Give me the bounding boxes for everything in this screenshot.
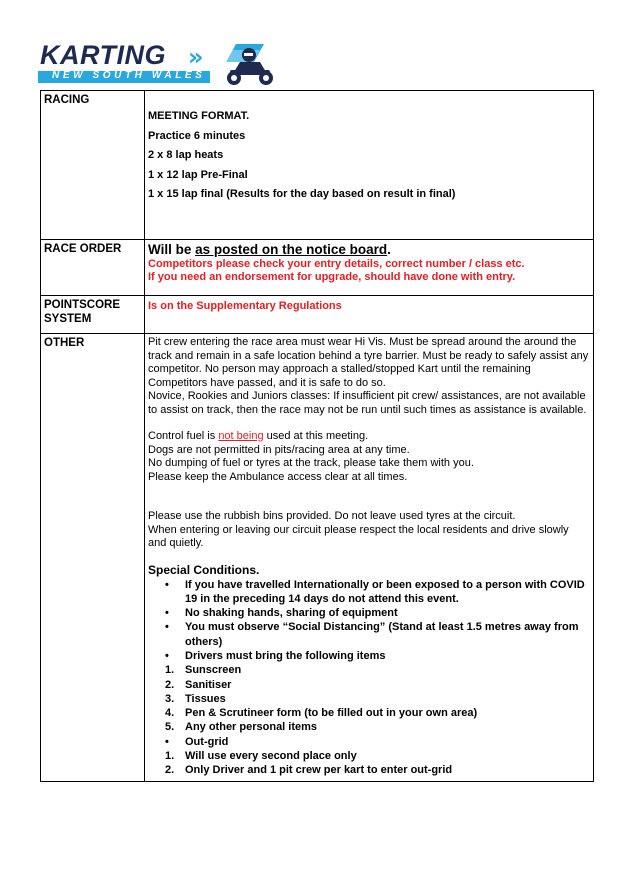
item-pen-form: Pen & Scrutineer form (to be filled out in your own area) [185,707,478,720]
racing-row [41,91,594,240]
number-marker: 4. [165,707,175,720]
event-info-table [40,90,594,782]
novice-text: Novice, Rookies and Juniors classes: If insufficient pit crew/ assistances, are not available to assist on track, then the race may not be run until such times as assistance is available. [148,390,587,416]
race-order-row [41,240,594,296]
residents-text: When entering or leaving our circuit please respect the local residents and drive slowly and quietly. [148,523,569,549]
race-order-heading [148,242,590,258]
social-distancing: You must observe “Social Distancing” (Stand at least 1.5 metres away from others) [185,621,579,648]
pit-crew-text: Pit crew entering the race area must wear Hi Vis. Must be spread around the around the track and remain in a safe location behind a tyre barrier. Must be ready to safely assist any competitor. No person may approach a stalled/stopped Kart until the remaining Competitors have passed, and it is safe to do so. [148,336,589,389]
pointscore-text: Is on the Supplementary Regulations [148,300,342,312]
every-second-place: Will use every second place only [185,750,357,763]
number-marker: 1. [165,664,175,677]
bullet-marker: • [165,735,169,748]
number-marker: 3. [165,692,175,705]
prefinal-line: 1 x 12 lap Pre-Final [148,168,248,181]
practice-line: Practice 6 minutes [148,129,246,142]
endorsement-notice: If you need an endorsement for upgrade, should have done with entry. [148,271,516,283]
fuel-prefix: Control fuel is [148,430,219,442]
bullet-marker: • [165,621,169,634]
fuel-not-being: not being [218,430,264,442]
covid-condition: If you have travelled Internationally or been exposed to a person with COVID 19 in the preceding 14 days do not attend this event. [185,578,585,605]
pointscore-content [145,296,594,334]
final-line: 1 x 15 lap final (Results for the day based on result in final) [148,188,456,200]
list-item [148,663,590,677]
meeting-format: MEETING FORMAT. [148,110,250,122]
bullet-marker: • [165,649,169,662]
number-marker: 1. [165,750,175,763]
list-item [148,578,590,607]
race-order-content [145,240,594,296]
other-row [41,334,594,782]
bullet-marker: • [165,578,169,591]
logo-title: KARTING [40,40,167,70]
item-sanitiser: Sanitiser [185,678,232,691]
list-item [148,763,590,777]
racing-label: RACING [41,91,145,240]
heading-suffix: . [387,242,391,257]
heats-line: 2 x 8 lap heats [148,149,224,161]
number-marker: 5. [165,721,175,734]
ambulance-text: Please keep the Ambulance access clear at all times. [148,470,408,483]
drivers-bring-items: Drivers must bring the following items [185,649,386,662]
driver-and-pit-crew: Only Driver and 1 pit crew per kart to enter out-grid [185,764,453,777]
other-label: OTHER [41,334,145,782]
kart-driver-icon [216,40,280,88]
logo-subtitle: NEW SOUTH WALES [52,70,206,81]
out-grid: Out-grid [185,735,229,748]
no-shaking-hands: No shaking hands, sharing of equipment [185,607,398,620]
check-entry-notice: Competitors please check your entry details, correct number / class etc. [148,258,525,270]
dumping-text: No dumping of fuel or tyres at the track, please take them with you. [148,457,474,469]
list-item [148,606,590,620]
list-item [148,749,590,763]
number-marker: 2. [165,678,175,691]
heading-prefix: Will be [148,242,196,257]
list-item [148,692,590,706]
rubbish-text: Please use the rubbish bins provided. Do not leave used tyres at the circuit. [148,510,516,522]
list-item [148,649,590,663]
bullet-marker: • [165,607,169,620]
karting-nsw-logo [38,40,288,90]
list-item [148,678,590,692]
race-order-label: RACE ORDER [41,240,145,296]
item-personal: Any other personal items [185,721,318,734]
racing-content [145,91,594,240]
item-sunscreen: Sunscreen [185,664,242,677]
other-content [145,334,594,782]
pointscore-row [41,296,594,334]
notice-board-text: as posted on the notice board [195,242,388,257]
list-item [148,720,590,734]
number-marker: 2. [165,764,175,777]
item-tissues: Tissues [185,692,226,705]
list-item [148,620,590,649]
special-conditions-list [148,578,590,778]
list-item [148,706,590,720]
logo-chevrons: » [188,43,204,71]
control-fuel-text [148,430,590,444]
list-item [148,735,590,749]
special-conditions-title: Special Conditions. [148,562,260,577]
dogs-text: Dogs are not permitted in pits/racing area at any time. [148,443,410,456]
pointscore-label: POINTSCORE SYSTEM [41,296,145,334]
fuel-suffix: used at this meeting. [263,430,369,442]
